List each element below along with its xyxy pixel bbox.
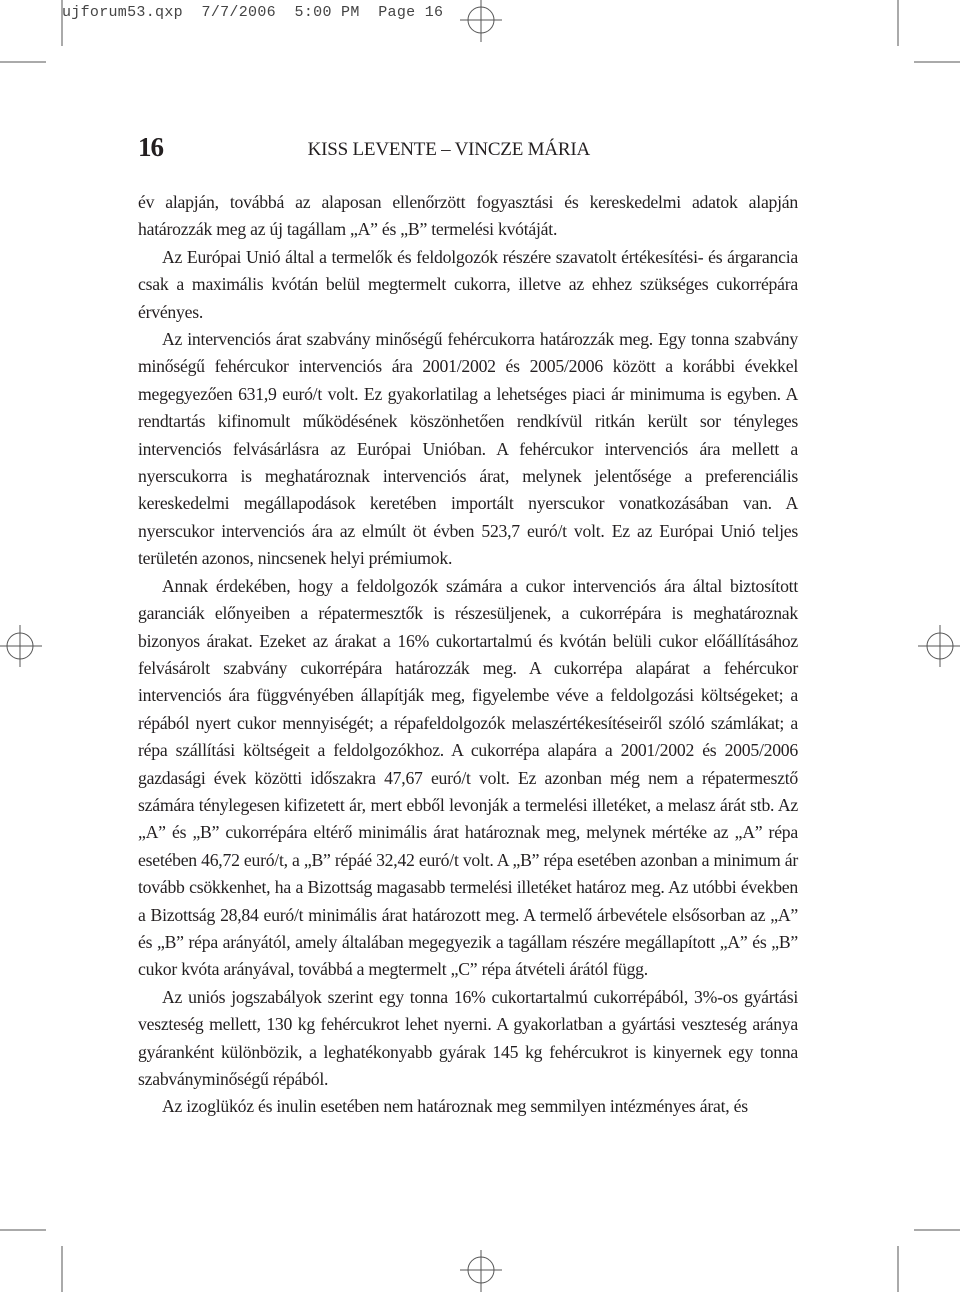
registration-mark-top xyxy=(460,0,502,42)
file-slug-line: ujforum53.qxp 7/7/2006 5:00 PM Page 16 xyxy=(62,4,444,21)
registration-mark-bottom xyxy=(460,1250,502,1292)
body-text xyxy=(138,189,798,1121)
paragraph: Az intervenciós árat szabvány minőségű fehércukorra határozzák meg. Egy tonna szabvány minőségű fehércukor intervenciós ára 2001/2002 és 2005/2006 között a korábbi évekkel megegyezően 631,9 euró/t volt. Ez gyakorlatilag a lehetséges piaci ár minimuma is egyben. A rendtartás kifinomult működésének köszönhetően rendkívül ritkán került sor tényleges intervenciós felvásárlásra az Európai Unióban. A fehércukor intervenciós ára mellett a nyerscukorra is meghatároznak intervenciós árat, melynek jelentősége a preferenciális kereskedelmi megállapodások keretében importált nyerscukor vonatkozásában van. A nyerscukor intervenciós ára az elmúlt öt évben 523,7 euró/t volt. Ez az Európai Unió teljes területén azonos, nincsenek helyi prémiumok. xyxy=(138,329,798,569)
paragraph: Annak érdekében, hogy a feldolgozók számára a cukor intervenciós ára által biztosított garanciák előnyeiben a répatermesztők is részesüljenek, a cukorrépára is meghatároznak bizonyos árakat. Ezeket az árakat a 16% cukortartalmú és kvótán belüli cukor előállításához felvásárolt szabvány cukorrépára határozzák meg. A cukorrépa alapárat a fehércukor intervenciós ára függvényében állapítják meg, figyelembe véve a feldolgozási költségeket; a répából nyert cukor mennyiségét; a répafeldolgozók melaszértékesítéseiről szóló számlákat; a répa szállítási költségeit a feldolgozókhoz. A cukorrépa alapára a 2001/2002 és 2005/2006 gazdasági évek közötti időszakra 47,67 euró/t volt. Ez azonban még nem a répatermesztő számára ténylegesen kifizetett ár, mert ebből levonják a termelési illetéket, a melasz árát stb. Az „A” és „B” cukorrépára eltérő minimális árat határoznak meg, melynek mértéke az „A” répa esetében 46,72 euró/t, a „B” répáé 32,42 euró/t volt. A „B” répa esetében azonban a minimum ár tovább csökkenhet, ha a Bizottság magasabb termelési illetéket határoz meg. Az utóbbi években a Bizottság 28,84 euró/t minimális árat határozott meg. A termelő árbevétele elsősorban az „A” és „B” répa arányától, amely általában megegyezik a tagállam részére megállapított „A” és „B” cukor kvóta arányával, továbbá a megtermelt „C” répa átvételi árától függ. xyxy=(138,575,798,980)
registration-mark-left xyxy=(0,625,42,667)
paragraph: Az uniós jogszabályok szerint egy tonna 16% cukortartalmú cukorrépából, 3%-os gyártási veszteség mellett, 130 kg fehércukrot lehet nyerni. A gyakorlatban a gyártási veszteség aránya gyáranként különbözik, a leghatékonyabb gyárak 145 kg fehércukrot is kinyernek egy tonna szabványminőségű répából. xyxy=(138,986,798,1089)
paragraph: Az Európai Unió által a termelők és feldolgozók részére szavatolt értékesítési- és árgarancia csak a maximális kvótán belül megtermelt cukorra, illetve az ehhez szükséges cukorrépára érvényes. xyxy=(138,246,798,322)
registration-mark-right xyxy=(918,625,960,667)
running-head-authors: KISS LEVENTE – VINCZE MÁRIA xyxy=(307,139,590,160)
page-header xyxy=(138,132,798,168)
paragraph: Az izoglükóz és inulin esetében nem határoznak meg semmilyen intézményes árat, és xyxy=(162,1096,748,1117)
paragraph: év alapján, továbbá az alaposan ellenőrzött fogyasztási és kereskedelmi adatok alapján határozzák meg az új tagállam „A” és „B” termelési kvótáját. xyxy=(138,192,798,240)
page-number: 16 xyxy=(138,132,163,162)
